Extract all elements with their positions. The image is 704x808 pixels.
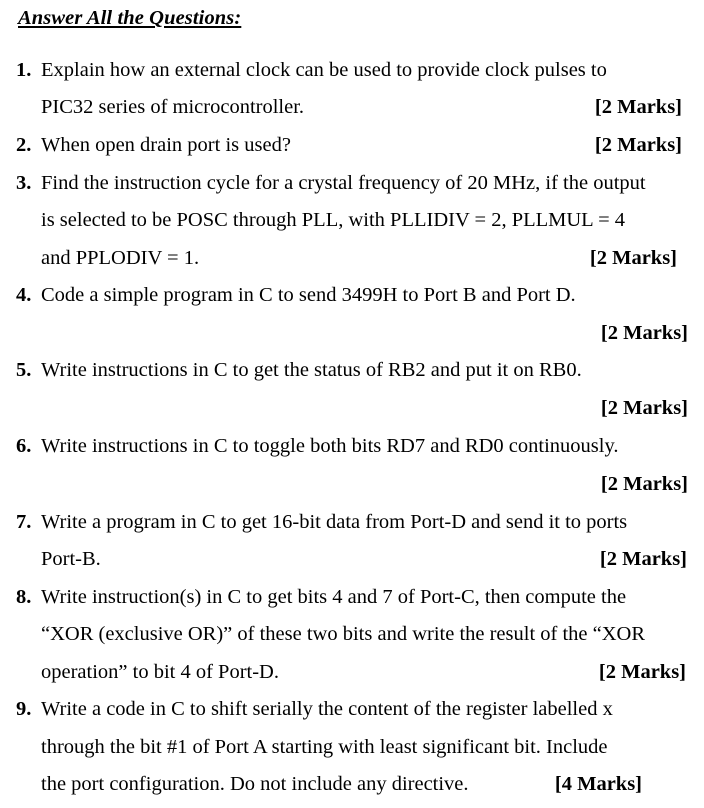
marks-label: [4 Marks] — [554, 773, 642, 795]
question-number: 4. — [16, 284, 32, 306]
question-number: 7. — [16, 511, 32, 533]
question-text-line: PIC32 series of microcontroller. — [41, 96, 305, 118]
question-text-line: Write instructions in C to get the status of RB2 and put it on RB0. — [41, 359, 582, 381]
question-text-line: Find the instruction cycle for a crystal frequency of 20 MHz, if the output — [41, 172, 646, 194]
question-number: 8. — [16, 586, 32, 608]
question-text-line: operation” to bit 4 of Port-D. — [41, 661, 279, 683]
marks-label: [2 Marks] — [599, 548, 687, 570]
question-text-line: “XOR (exclusive OR)” of these two bits and write the result of the “XOR — [41, 623, 646, 645]
marks-label: [2 Marks] — [589, 247, 677, 269]
question-text-line: Port-B. — [41, 548, 101, 570]
marks-label: [2 Marks] — [598, 661, 686, 683]
marks-label: [2 Marks] — [600, 322, 688, 344]
question-text-line: the port configuration. Do not include any directive. — [41, 773, 469, 795]
question-text-line: Write instructions in C to toggle both bits RD7 and RD0 continuously. — [41, 435, 619, 457]
question-number: 1. — [16, 59, 32, 81]
question-number: 6. — [16, 435, 32, 457]
marks-label: [2 Marks] — [594, 96, 682, 118]
question-text-line: Write instruction(s) in C to get bits 4 and 7 of Port-C, then compute the — [41, 586, 627, 608]
question-text-line: through the bit #1 of Port A starting with least significant bit. Include — [41, 736, 608, 758]
question-text-line: is selected to be POSC through PLL, with PLLIDIV = 2, PLLMUL = 4 — [41, 209, 625, 231]
question-number: 3. — [16, 172, 32, 194]
question-text-line: Write a code in C to shift serially the content of the register labelled x — [41, 698, 613, 720]
question-text-line: Explain how an external clock can be used to provide clock pulses to — [41, 59, 607, 81]
marks-label: [2 Marks] — [600, 397, 688, 419]
question-number: 5. — [16, 359, 32, 381]
question-text-line: Code a simple program in C to send 3499H to Port B and Port D. — [41, 284, 576, 306]
question-text-line: Write a program in C to get 16-bit data from Port-D and send it to ports — [41, 511, 628, 533]
heading: Answer All the Questions: — [18, 7, 242, 29]
marks-label: [2 Marks] — [600, 473, 688, 495]
question-number: 2. — [16, 134, 32, 156]
question-text-line: When open drain port is used? — [41, 134, 291, 156]
marks-label: [2 Marks] — [594, 134, 682, 156]
question-text-line: and PPLODIV = 1. — [41, 247, 200, 269]
question-number: 9. — [16, 698, 32, 720]
